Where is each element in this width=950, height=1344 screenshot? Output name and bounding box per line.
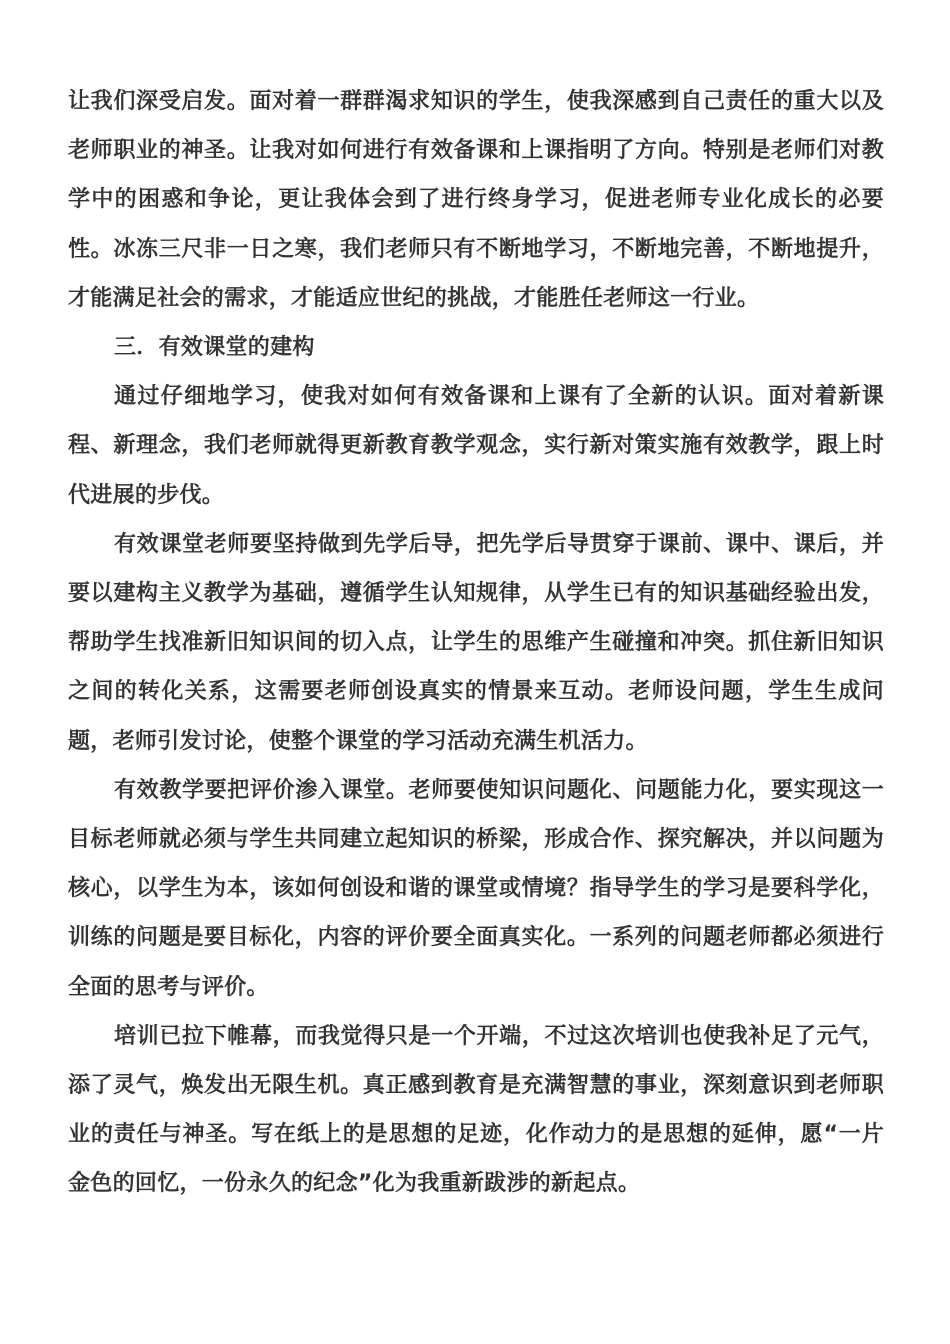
paragraph-guided-learning: 有效课堂老师要坚持做到先学后导，把先学后导贯穿于课前、课中、课后，并要以建构主义教学为基础，遵循学生认知规律，从学生已有的知识基础经验出发，帮助学生找准新旧知识间的切入点，让学生的思维产生碰撞和冲突。抓住新旧知识之间的转化关系，这需要老师创设真实的情景来互动。老师设问题，学生生成问题，老师引发讨论，使整个课堂的学习活动充满生机活力。 — [68, 531, 884, 754]
paragraph-evaluation: 有效教学要把评价渗入课堂。老师要使知识问题化、问题能力化，要实现这一目标老师就必须与学生共同建立起知识的桥梁，形成合作、探究解决，并以问题为核心，以学生为本，该如何创设和谐的课堂或情境？指导学生的学习是要科学化，训练的问题是要目标化，内容的评价要全面真实化。一系列的问题老师都必须进行全面的思考与评价。 — [68, 777, 884, 1000]
section-heading: 三．有效课堂的建构 — [114, 335, 315, 361]
paragraph-intro: 通过仔细地学习，使我对如何有效备课和上课有了全新的认识。面对着新课程、新理念，我们老师就得更新教育教学观念，实行新对策实施有效教学，跟上时代进展的步伐。 — [68, 384, 884, 508]
paragraph-conclusion: 培训已拉下帷幕，而我觉得只是一个开端，不过这次培训也使我补足了元气，添了灵气，焕发出无限生机。真正感到教育是充满智慧的事业，深刻意识到老师职业的责任与神圣。写在纸上的是思想的足迹，化作动力的是思想的延伸，愿“一片金色的回忆，一份永久的纪念”化为我重新跋涉的新起点。 — [68, 1023, 884, 1197]
paragraph-continuation: 让我们深受启发。面对着一群群渴求知识的学生，使我深感到自己责任的重大以及老师职业的神圣。让我对如何进行有效备课和上课指明了方向。特别是老师们对教学中的困惑和争论，更让我体会到了进行终身学习，促进老师专业化成长的必要性。冰冻三尺非一日之寒，我们老师只有不断地学习，不断地完善，不断地提升，才能满足社会的需求，才能适应世纪的挑战，才能胜任老师这一行业。 — [68, 89, 884, 311]
document-page — [68, 77, 884, 1209]
